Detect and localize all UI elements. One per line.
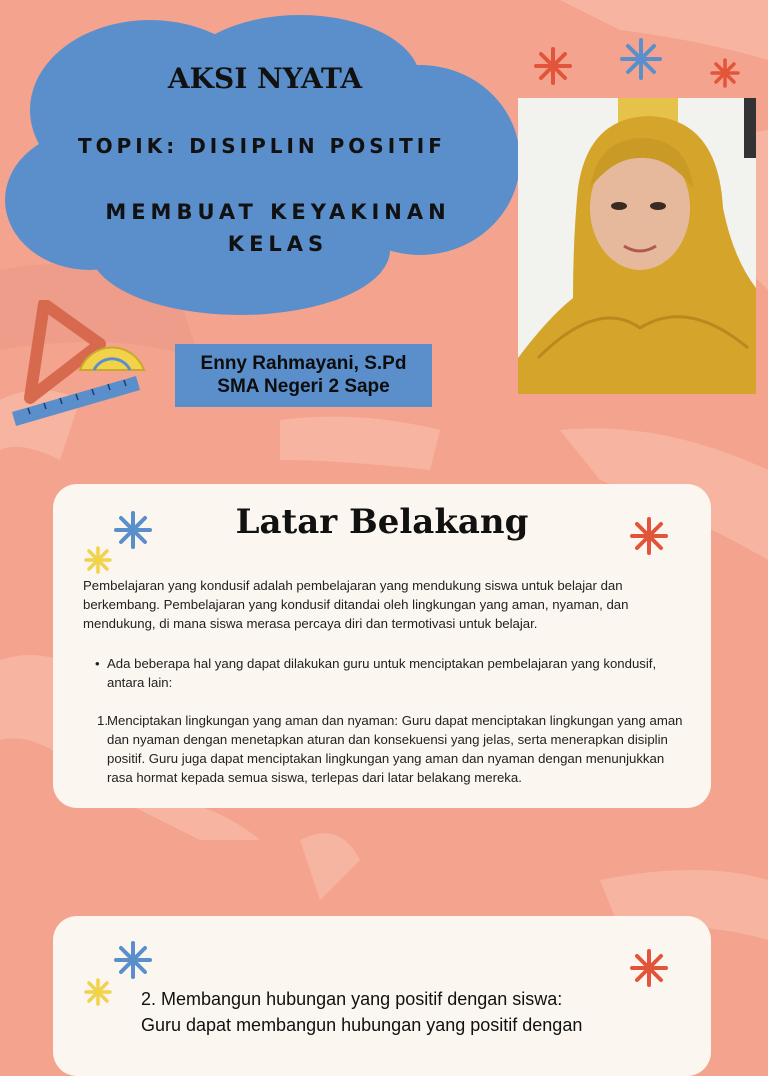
- numbered-item-text: Guru dapat membangun hubungan yang positif dengan: [141, 1015, 583, 1035]
- title-cloud: [0, 0, 520, 330]
- author-badge: [175, 344, 432, 407]
- star-icon: [619, 37, 663, 81]
- continuation-text: [141, 986, 661, 1038]
- star-icon: [629, 948, 669, 988]
- bullet-item: [83, 654, 683, 692]
- star-icon: [533, 46, 573, 86]
- star-icon: [113, 510, 153, 550]
- continuation-card: [53, 916, 711, 1076]
- star-icon: [629, 516, 669, 556]
- bullet-text: Ada beberapa hal yang dapat dilakukan guru untuk menciptakan pembelajaran yang kondusif, antara lain:: [107, 656, 657, 690]
- page-title: AKSI NYATA: [167, 62, 363, 95]
- numbered-item-heading: 2. Membangun hubungan yang positif dengan siswa:: [141, 989, 563, 1009]
- topic-label: TOPIK: DISIPLIN POSITIF: [78, 134, 446, 158]
- intro-paragraph: Pembelajaran yang kondusif adalah pembelajaran yang mendukung siswa untuk belajar dan berkembang. Pembelajaran yang kondusif ditandai oleh lingkungan yang aman, nyaman, dan mendukung, di mana siswa merasa percaya diri dan termotivasi untuk belajar.: [83, 578, 629, 631]
- numbered-item-text: Menciptakan lingkungan yang aman dan nyaman: Guru dapat menciptakan lingkungan yang aman dan nyaman dengan menetapkan aturan dan konsekuensi yang jelas, serta menerapkan disiplin positif. Guru juga dapat menciptakan lingkungan yang aman dan nyaman dengan menunjukkan rasa hormat kepada semua siswa, terlepas dari latar belakang mereka.: [107, 713, 683, 785]
- author-name: Enny Rahmayani, S.Pd: [200, 353, 407, 374]
- star-icon: [84, 978, 112, 1006]
- star-icon: [84, 546, 112, 574]
- background-section-card: [53, 484, 711, 808]
- ruler-illustration: [8, 300, 158, 430]
- numbered-item: [83, 711, 683, 787]
- bullet-icon: •: [95, 656, 100, 671]
- section-title: Latar Belakang: [235, 502, 529, 542]
- author-photo: [518, 98, 756, 394]
- author-school: SMA Negeri 2 Sape: [217, 376, 390, 397]
- subtitle: MEMBUAT KEYAKINAN KELAS: [105, 200, 451, 256]
- star-icon: [113, 940, 153, 980]
- item-number: 1.: [97, 713, 108, 728]
- star-icon: [710, 58, 740, 88]
